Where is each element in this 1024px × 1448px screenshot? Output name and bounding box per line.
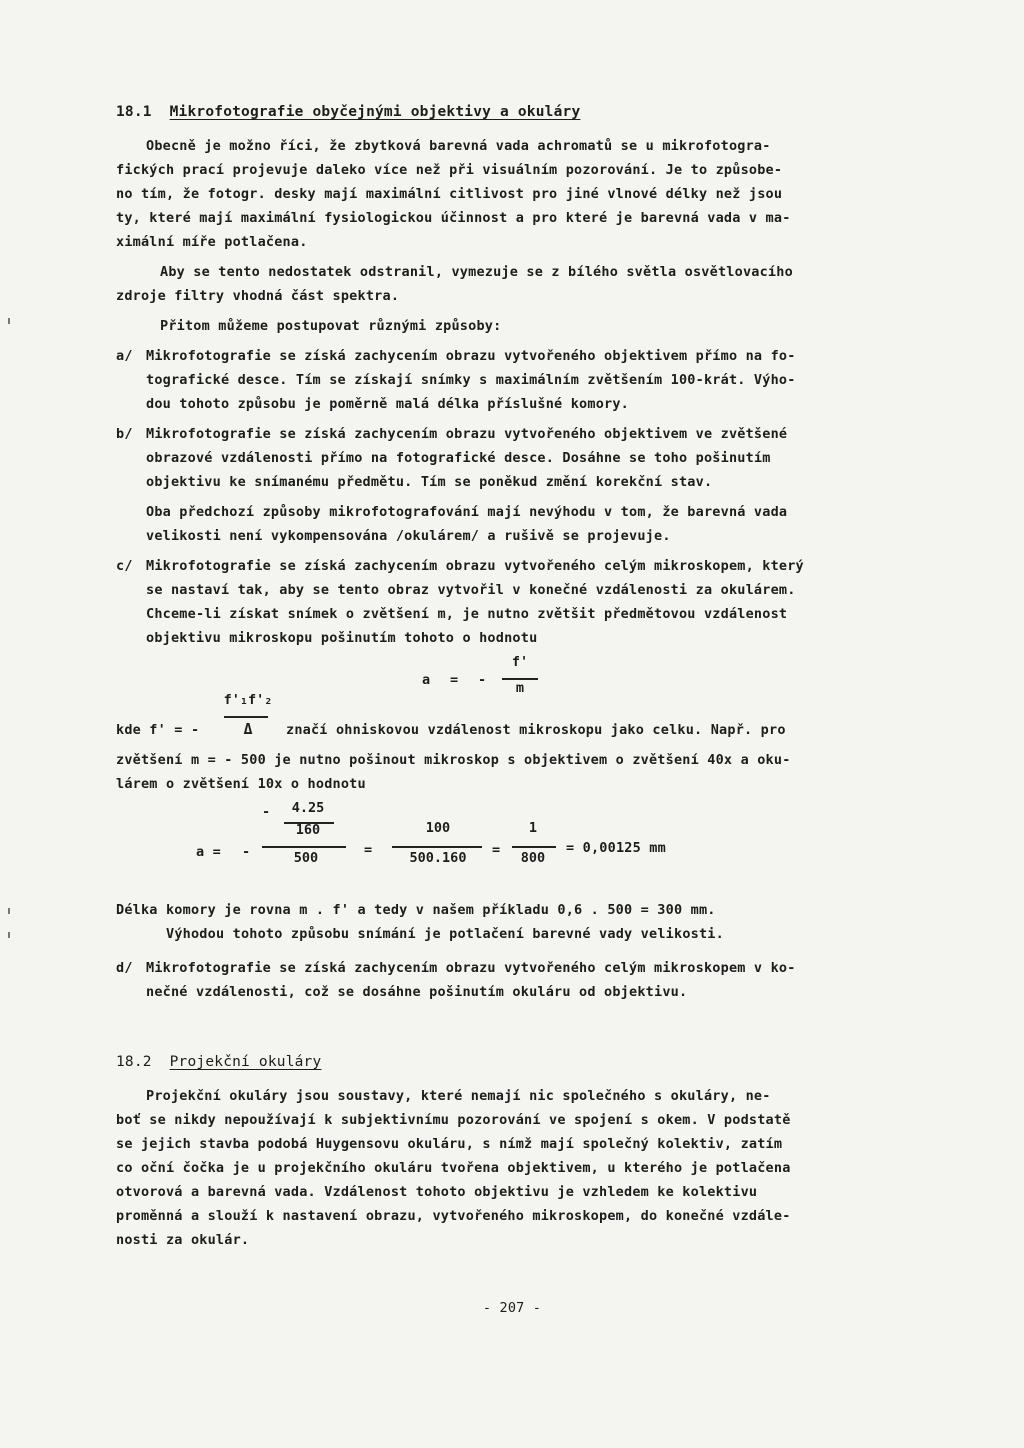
eq-equals: = (492, 842, 501, 858)
eq-numerator: f' (511, 654, 529, 670)
eq-den1: 500 (293, 850, 319, 866)
text-line: co oční čočka je u projekčního okuláru tvořena objektivem, u kterého je potlačena (116, 1160, 791, 1176)
text-line: ximální míře potlačena. (116, 234, 308, 250)
kde-numerator: f'₁f'₂ (223, 692, 273, 708)
text-line: objektivu ke snímanému předmětu. Tím se poněkud změní korekční stav. (146, 474, 713, 490)
eq-minus-top: - (262, 804, 271, 820)
eq-num-bottom: 160 (295, 822, 321, 838)
kde-prefix: kde f' = - (116, 722, 200, 738)
eq-den2: 500.160 (409, 850, 467, 866)
text-line: nosti za okulár. (116, 1232, 250, 1248)
text-line: nečné vzdálenosti, což se dosáhne pošinutím okuláru od objektivu. (146, 984, 688, 1000)
text-line: dou tohoto způsobu je poměrně malá délka příslušné komory. (146, 396, 630, 412)
eq-lhs: a (422, 672, 431, 688)
text-line: se jejich stavba podobá Huygensovu okuláru, s nímž mají společný kolektiv, zatím (116, 1136, 783, 1152)
eq-den3: 800 (520, 850, 546, 866)
eq-minus: - (242, 844, 251, 860)
text-line: Chceme-li získat snímek o zvětšení m, je nutno zvětšit předmětovou vzdálenost (146, 606, 788, 622)
paragraph-chamber-length: Délka komory je rovna m . f' a tedy v našem příkladu 0,6 . 500 = 300 mm. (116, 902, 716, 918)
list-label: a/ (116, 348, 133, 364)
text-line: obrazové vzdálenosti přímo na fotografické desce. Dosáhne se toho pošinutím (146, 450, 771, 466)
eq-sign: - (478, 672, 487, 688)
section-number: 18.2 (116, 1054, 152, 1070)
text-line: Oba předchozí způsoby mikrofotografování mají nevýhodu v tom, že barevná vada (146, 504, 788, 520)
eq-equals: = (364, 842, 373, 858)
text-line: Mikrofotografie se získá zachycením obrazu vytvořeného objektivem přímo na fo- (146, 348, 796, 364)
text-line: objektivu mikroskopu pošinutím tohoto o hodnotu (146, 630, 538, 646)
text-line: Aby se tento nedostatek odstranil, vymezuje se z bílého světla osvětlovacího (160, 264, 793, 280)
scan-mark (8, 908, 10, 914)
text-line: tografické desce. Tím se získají snímky s maximálním zvětšením 100-krát. Výho- (146, 372, 796, 388)
fraction-bar (224, 716, 268, 718)
text-line: Obecně je možno říci, že zbytková barevná vada achromatů se u mikrofotogra- (146, 138, 771, 154)
text-line: Mikrofotografie se získá zachycením obrazu vytvořeného objektivem ve zvětšené (146, 426, 788, 442)
text-line: lárem o zvětšení 10x o hodnotu (116, 776, 366, 792)
scan-mark (8, 932, 10, 938)
page-number: - 207 - (482, 1300, 542, 1316)
eq-denominator: m (515, 680, 525, 696)
eq-num2: 100 (425, 820, 451, 836)
text-line: otvorová a barevná vada. Vzdálenost tohoto objektivu je vzhledem ke kolektivu (116, 1184, 758, 1200)
section-heading-18-2 (116, 1050, 321, 1074)
text-line: Mikrofotografie se získá zachycením obrazu vytvořeného celým mikroskopem v ko- (146, 960, 796, 976)
text-line: Projekční okuláry jsou soustavy, které nemají nic společného s okuláry, ne- (146, 1088, 771, 1104)
text-line: boť se nikdy nepoužívají k subjektivnímu pozorování ve spojení s okem. V podstatě (116, 1112, 791, 1128)
text-line: ty, které mají maximální fysiologickou účinnost a pro které je barevná vada v ma- (116, 210, 791, 226)
text-line: zvětšení m = - 500 je nutno pošinout mikroskop s objektivem o zvětšení 40x a oku- (116, 752, 791, 768)
text-line: no tím, že fotogr. desky mají maximální citlivost pro jiné vlnové délky než jsou (116, 186, 783, 202)
text-line: zdroje filtry vhodná část spektra. (116, 288, 400, 304)
scan-mark (8, 318, 10, 324)
eq-equals: = (450, 672, 459, 688)
text-line: Mikrofotografie se získá zachycením obrazu vytvořeného celým mikroskopem, který (146, 558, 804, 574)
list-label: c/ (116, 558, 133, 574)
paragraph-methods-intro: Přitom můžeme postupovat různými způsoby: (160, 318, 502, 334)
section-heading-18-1 (116, 100, 580, 124)
section-title: Mikrofotografie obyčejnými objektivy a okuláry (169, 104, 581, 120)
fraction-bar (512, 846, 556, 848)
fraction-bar (262, 846, 346, 848)
section-title: Projekční okuláry (169, 1054, 322, 1070)
text-line: velikosti není vykompensována /okulárem/ a rušivě se projevuje. (146, 528, 671, 544)
fraction-bar (392, 846, 482, 848)
text-line: fických prací projevuje daleko více než při visuálním pozorování. Je to způsobe- (116, 162, 783, 178)
kde-denominator: Δ (243, 720, 253, 738)
eq-num3: 1 (528, 820, 538, 836)
text-line: značí ohniskovou vzdálenost mikroskopu jako celku. Např. pro (286, 722, 786, 738)
section-number: 18.1 (116, 104, 152, 120)
eq-lhs: a = (196, 844, 221, 860)
eq-result: = 0,00125 mm (566, 840, 666, 856)
list-label: d/ (116, 960, 133, 976)
eq-num-top: 4.25 (291, 800, 325, 816)
text-line: proměnná a slouží k nastavení obrazu, vytvořeného mikroskopem, do konečné vzdále- (116, 1208, 791, 1224)
list-label: b/ (116, 426, 133, 442)
paragraph-advantage: Výhodou tohoto způsobu snímání je potlačení barevné vady velikosti. (166, 926, 724, 942)
text-line: se nastaví tak, aby se tento obraz vytvořil v konečné vzdálenosti za okulárem. (146, 582, 796, 598)
